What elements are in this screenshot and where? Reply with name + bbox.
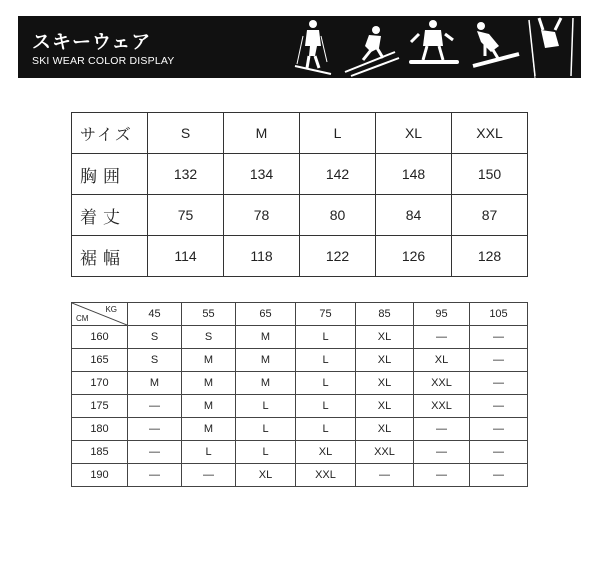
- height-cell: 180: [72, 418, 128, 441]
- weight-header-cell: 105: [470, 303, 528, 326]
- weight-header-cell: 95: [414, 303, 470, 326]
- size-recommendation-cell: M: [128, 372, 182, 395]
- measurement-value: 142: [300, 154, 376, 195]
- height-cell: 165: [72, 349, 128, 372]
- size-recommendation-cell: XXL: [296, 464, 356, 487]
- size-recommendation-cell: XL: [296, 441, 356, 464]
- snowboarder-icon: [409, 20, 459, 64]
- measurement-value: 126: [376, 236, 452, 277]
- fit-row: [72, 326, 528, 349]
- weight-header-cell: 85: [356, 303, 414, 326]
- size-recommendation-cell: —: [414, 464, 470, 487]
- measurement-value: 87: [452, 195, 528, 236]
- height-cell: 160: [72, 326, 128, 349]
- banner-subtitle: SKI WEAR COLOR DISPLAY: [32, 55, 175, 67]
- size-recommendation-cell: XL: [356, 395, 414, 418]
- size-recommendation-cell: M: [182, 395, 236, 418]
- size-row: [72, 236, 528, 277]
- fit-row: [72, 464, 528, 487]
- measurement-value: 80: [300, 195, 376, 236]
- height-unit-label: CM: [76, 314, 89, 323]
- size-recommendation-cell: XXL: [356, 441, 414, 464]
- size-header-cell: S: [148, 113, 224, 154]
- size-recommendation-cell: M: [182, 349, 236, 372]
- size-recommendation-cell: —: [470, 441, 528, 464]
- measurement-label: 着丈: [72, 195, 148, 236]
- banner-illustration: [273, 16, 581, 78]
- size-header-row: [72, 113, 528, 154]
- measurement-value: 114: [148, 236, 224, 277]
- size-recommendation-cell: —: [470, 349, 528, 372]
- fit-row: [72, 395, 528, 418]
- height-cell: 185: [72, 441, 128, 464]
- fit-corner-cell: [72, 303, 128, 326]
- size-recommendation-cell: XXL: [414, 372, 470, 395]
- size-recommendation-cell: L: [296, 326, 356, 349]
- weight-header-cell: 65: [236, 303, 296, 326]
- size-recommendation-cell: L: [296, 418, 356, 441]
- size-recommendation-cell: —: [470, 418, 528, 441]
- measurement-value: 134: [224, 154, 300, 195]
- size-header-label: サイズ: [72, 113, 148, 154]
- size-row: [72, 195, 528, 236]
- size-recommendation-cell: —: [182, 464, 236, 487]
- fit-row: [72, 349, 528, 372]
- height-cell: 170: [72, 372, 128, 395]
- size-recommendation-cell: M: [182, 372, 236, 395]
- size-header-cell: XXL: [452, 113, 528, 154]
- size-recommendation-cell: L: [296, 372, 356, 395]
- measurement-value: 150: [452, 154, 528, 195]
- size-recommendation-cell: —: [470, 326, 528, 349]
- size-recommendation-cell: —: [128, 464, 182, 487]
- size-recommendation-cell: —: [470, 464, 528, 487]
- size-recommendation-cell: M: [236, 372, 296, 395]
- measurement-value: 122: [300, 236, 376, 277]
- banner-title: スキーウェア: [32, 31, 152, 53]
- size-recommendation-cell: —: [128, 418, 182, 441]
- size-recommendation-cell: L: [296, 349, 356, 372]
- size-recommendation-cell: L: [236, 418, 296, 441]
- size-header-cell: M: [224, 113, 300, 154]
- fit-row: [72, 441, 528, 464]
- measurement-value: 128: [452, 236, 528, 277]
- size-recommendation-cell: S: [128, 326, 182, 349]
- weight-header-cell: 75: [296, 303, 356, 326]
- snowboarder-jump-icon: [473, 22, 519, 66]
- size-recommendation-cell: S: [182, 326, 236, 349]
- size-recommendation-cell: —: [470, 395, 528, 418]
- size-recommendation-cell: —: [356, 464, 414, 487]
- measurement-label: 胸囲: [72, 154, 148, 195]
- size-header-cell: L: [300, 113, 376, 154]
- size-recommendation-cell: L: [182, 441, 236, 464]
- size-recommendation-cell: —: [470, 372, 528, 395]
- weight-header-cell: 55: [182, 303, 236, 326]
- size-recommendation-cell: M: [236, 326, 296, 349]
- size-recommendation-cell: —: [128, 395, 182, 418]
- size-recommendation-cell: XXL: [414, 395, 470, 418]
- measurement-value: 75: [148, 195, 224, 236]
- size-recommendation-cell: L: [296, 395, 356, 418]
- measurement-value: 148: [376, 154, 452, 195]
- size-recommendation-cell: XL: [356, 418, 414, 441]
- size-chart-table: [71, 112, 528, 277]
- measurement-value: 84: [376, 195, 452, 236]
- size-recommendation-cell: —: [128, 441, 182, 464]
- size-recommendation-cell: —: [414, 326, 470, 349]
- size-row: [72, 154, 528, 195]
- measurement-value: 78: [224, 195, 300, 236]
- skier-flip-icon: [529, 18, 573, 78]
- weight-header-cell: 45: [128, 303, 182, 326]
- measurement-value: 132: [148, 154, 224, 195]
- size-recommendation-cell: XL: [356, 349, 414, 372]
- fit-row: [72, 372, 528, 395]
- skier-jump-icon: [345, 26, 399, 76]
- measurement-value: 118: [224, 236, 300, 277]
- size-recommendation-cell: XL: [356, 326, 414, 349]
- height-cell: 190: [72, 464, 128, 487]
- size-recommendation-cell: XL: [414, 349, 470, 372]
- weight-unit-label: KG: [105, 305, 117, 314]
- header-banner: [18, 16, 581, 78]
- fit-row: [72, 418, 528, 441]
- size-recommendation-cell: —: [414, 418, 470, 441]
- size-recommendation-cell: XL: [356, 372, 414, 395]
- size-header-cell: XL: [376, 113, 452, 154]
- skier-icon: [295, 20, 331, 74]
- size-recommendation-cell: L: [236, 441, 296, 464]
- size-recommendation-cell: —: [414, 441, 470, 464]
- height-cell: 175: [72, 395, 128, 418]
- size-recommendation-cell: M: [182, 418, 236, 441]
- size-recommendation-cell: S: [128, 349, 182, 372]
- size-recommendation-cell: XL: [236, 464, 296, 487]
- measurement-label: 裾幅: [72, 236, 148, 277]
- size-recommendation-cell: L: [236, 395, 296, 418]
- fit-chart-table: [71, 302, 528, 487]
- size-recommendation-cell: M: [236, 349, 296, 372]
- fit-header-row: [72, 303, 528, 326]
